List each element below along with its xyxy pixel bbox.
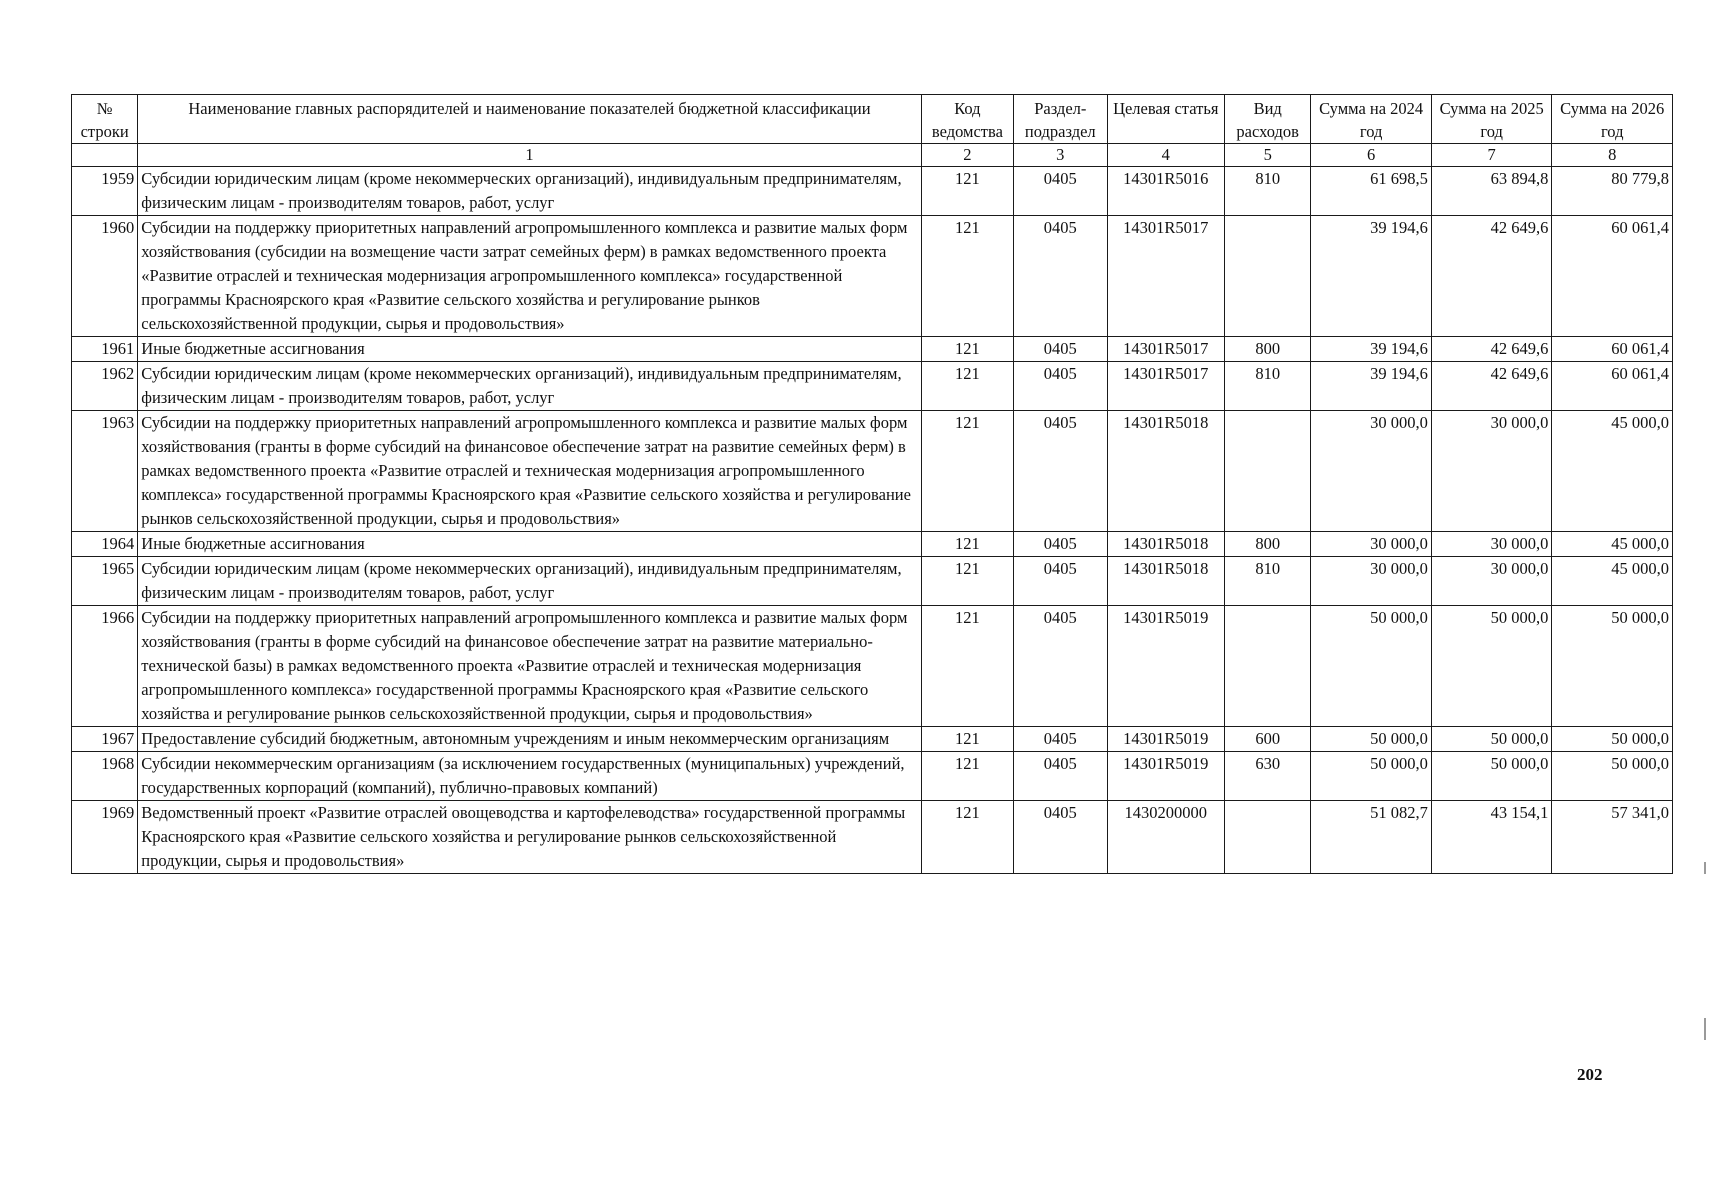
row-number-cell: 1959 <box>72 167 138 216</box>
row-number-cell: 1966 <box>72 606 138 727</box>
dept-code-cell: 121 <box>921 801 1013 874</box>
sum-2025-cell: 30 000,0 <box>1431 411 1552 532</box>
header-sum-2026: Сумма на 2026 год <box>1552 95 1673 144</box>
kind-cell: 800 <box>1225 532 1311 557</box>
sum-2025-cell: 50 000,0 <box>1431 606 1552 727</box>
column-number-row <box>72 144 1673 167</box>
sum-2025-cell: 63 894,8 <box>1431 167 1552 216</box>
kind-cell: 800 <box>1225 337 1311 362</box>
row-number-cell: 1969 <box>72 801 138 874</box>
row-number-cell: 1962 <box>72 362 138 411</box>
kind-cell <box>1225 606 1311 727</box>
sum-2025-cell: 50 000,0 <box>1431 727 1552 752</box>
name-cell: Субсидии юридическим лицам (кроме некоммерческих организаций), индивидуальным предпринимателям, физическим лицам - производителям товаров, работ, услуг <box>138 362 921 411</box>
column-number-cell: 2 <box>921 144 1013 167</box>
kind-cell: 810 <box>1225 362 1311 411</box>
row-number-cell: 1964 <box>72 532 138 557</box>
table-row <box>72 362 1673 411</box>
header-kind: Вид расходов <box>1225 95 1311 144</box>
name-cell: Предоставление субсидий бюджетным, автономным учреждениям и иным некоммерческим организациям <box>138 727 921 752</box>
target-cell: 14301R5016 <box>1107 167 1225 216</box>
dept-code-cell: 121 <box>921 557 1013 606</box>
sum-2024-cell: 50 000,0 <box>1311 606 1432 727</box>
sum-2024-cell: 39 194,6 <box>1311 216 1432 337</box>
sum-2026-cell: 60 061,4 <box>1552 362 1673 411</box>
scan-artifact-mark <box>1704 862 1706 874</box>
sum-2024-cell: 39 194,6 <box>1311 337 1432 362</box>
dept-code-cell: 121 <box>921 362 1013 411</box>
section-cell: 0405 <box>1014 532 1107 557</box>
name-cell: Субсидии юридическим лицам (кроме некоммерческих организаций), индивидуальным предпринимателям, физическим лицам - производителям товаров, работ, услуг <box>138 167 921 216</box>
target-cell: 14301R5019 <box>1107 752 1225 801</box>
section-cell: 0405 <box>1014 557 1107 606</box>
row-number-cell: 1968 <box>72 752 138 801</box>
kind-cell: 810 <box>1225 167 1311 216</box>
table-row <box>72 801 1673 874</box>
header-target: Целевая статья <box>1107 95 1225 144</box>
target-cell: 14301R5017 <box>1107 337 1225 362</box>
sum-2024-cell: 30 000,0 <box>1311 557 1432 606</box>
sum-2026-cell: 57 341,0 <box>1552 801 1673 874</box>
row-number-cell: 1965 <box>72 557 138 606</box>
section-cell: 0405 <box>1014 752 1107 801</box>
name-cell: Иные бюджетные ассигнования <box>138 337 921 362</box>
sum-2026-cell: 45 000,0 <box>1552 532 1673 557</box>
dept-code-cell: 121 <box>921 216 1013 337</box>
name-cell: Иные бюджетные ассигнования <box>138 532 921 557</box>
sum-2026-cell: 60 061,4 <box>1552 216 1673 337</box>
dept-code-cell: 121 <box>921 727 1013 752</box>
sum-2025-cell: 42 649,6 <box>1431 362 1552 411</box>
section-cell: 0405 <box>1014 411 1107 532</box>
kind-cell: 600 <box>1225 727 1311 752</box>
table-row <box>72 752 1673 801</box>
kind-cell <box>1225 411 1311 532</box>
sum-2024-cell: 39 194,6 <box>1311 362 1432 411</box>
sum-2025-cell: 50 000,0 <box>1431 752 1552 801</box>
name-cell: Субсидии некоммерческим организациям (за исключением государственных (муниципальных) учреждений, государственных корпораций (компаний), публично-правовых компаний) <box>138 752 921 801</box>
row-number-cell: 1960 <box>72 216 138 337</box>
page-number: 202 <box>1577 1065 1603 1084</box>
header-dept-code: Код ведомства <box>921 95 1013 144</box>
column-number-cell: 3 <box>1014 144 1107 167</box>
table-row <box>72 532 1673 557</box>
name-cell: Субсидии на поддержку приоритетных направлений агропромышленного комплекса и развитие малых форм хозяйствования (гранты в форме субсидий на финансовое обеспечение затрат на развитие семейных ферм) в рамках ведомственного проекта «Развитие отраслей и техническая модернизация агропромышленного комплекса» государственной программы Красноярского края «Развитие сельского хозяйства и регулирование рынков сельскохозяйственной продукции, сырья и продовольствия» <box>138 411 921 532</box>
dept-code-cell: 121 <box>921 167 1013 216</box>
column-number-cell <box>72 144 138 167</box>
name-cell: Субсидии на поддержку приоритетных направлений агропромышленного комплекса и развитие малых форм хозяйствования (субсидии на возмещение части затрат семейных ферм) в рамках ведомственного проекта «Развитие отраслей и техническая модернизация агропромышленного комплекса» государственной программы Красноярского края «Развитие сельского хозяйства и регулирование рынков сельскохозяйственной продукции, сырья и продовольствия» <box>138 216 921 337</box>
sum-2026-cell: 60 061,4 <box>1552 337 1673 362</box>
sum-2025-cell: 30 000,0 <box>1431 557 1552 606</box>
sum-2025-cell: 43 154,1 <box>1431 801 1552 874</box>
sum-2024-cell: 50 000,0 <box>1311 752 1432 801</box>
sum-2024-cell: 30 000,0 <box>1311 532 1432 557</box>
table-header <box>72 95 1673 144</box>
budget-table <box>71 94 1673 874</box>
target-cell: 14301R5018 <box>1107 557 1225 606</box>
column-number-cell: 7 <box>1431 144 1552 167</box>
section-cell: 0405 <box>1014 337 1107 362</box>
sum-2026-cell: 50 000,0 <box>1552 727 1673 752</box>
row-number-cell: 1963 <box>72 411 138 532</box>
sum-2026-cell: 50 000,0 <box>1552 606 1673 727</box>
section-cell: 0405 <box>1014 801 1107 874</box>
section-cell: 0405 <box>1014 606 1107 727</box>
row-number-cell: 1967 <box>72 727 138 752</box>
target-cell: 14301R5019 <box>1107 606 1225 727</box>
name-cell: Ведомственный проект «Развитие отраслей овощеводства и картофелеводства» государственной программы Красноярского края «Развитие сельского хозяйства и регулирование рынков сельскохозяйственной продукции, сырья и продовольствия» <box>138 801 921 874</box>
row-number-cell: 1961 <box>72 337 138 362</box>
table-row <box>72 167 1673 216</box>
table-row <box>72 557 1673 606</box>
column-number-cell: 5 <box>1225 144 1311 167</box>
target-cell: 14301R5018 <box>1107 411 1225 532</box>
sum-2025-cell: 42 649,6 <box>1431 216 1552 337</box>
sum-2024-cell: 61 698,5 <box>1311 167 1432 216</box>
kind-cell: 630 <box>1225 752 1311 801</box>
sum-2026-cell: 45 000,0 <box>1552 557 1673 606</box>
target-cell: 14301R5017 <box>1107 216 1225 337</box>
dept-code-cell: 121 <box>921 752 1013 801</box>
header-name: Наименование главных распорядителей и наименование показателей бюджетной классификации <box>138 95 921 144</box>
dept-code-cell: 121 <box>921 337 1013 362</box>
table-row <box>72 606 1673 727</box>
target-cell: 1430200000 <box>1107 801 1225 874</box>
sum-2024-cell: 30 000,0 <box>1311 411 1432 532</box>
sum-2026-cell: 45 000,0 <box>1552 411 1673 532</box>
column-number-cell: 4 <box>1107 144 1225 167</box>
table-body <box>72 144 1673 874</box>
kind-cell <box>1225 216 1311 337</box>
dept-code-cell: 121 <box>921 411 1013 532</box>
kind-cell: 810 <box>1225 557 1311 606</box>
column-number-cell: 8 <box>1552 144 1673 167</box>
dept-code-cell: 121 <box>921 606 1013 727</box>
sum-2024-cell: 51 082,7 <box>1311 801 1432 874</box>
header-row-no: № строки <box>72 95 138 144</box>
target-cell: 14301R5017 <box>1107 362 1225 411</box>
kind-cell <box>1225 801 1311 874</box>
column-number-cell: 6 <box>1311 144 1432 167</box>
sum-2026-cell: 50 000,0 <box>1552 752 1673 801</box>
table-row <box>72 216 1673 337</box>
column-number-cell: 1 <box>138 144 921 167</box>
section-cell: 0405 <box>1014 362 1107 411</box>
name-cell: Субсидии юридическим лицам (кроме некоммерческих организаций), индивидуальным предпринимателям, физическим лицам - производителям товаров, работ, услуг <box>138 557 921 606</box>
section-cell: 0405 <box>1014 167 1107 216</box>
table-row <box>72 727 1673 752</box>
header-section: Раздел-подраздел <box>1014 95 1107 144</box>
section-cell: 0405 <box>1014 727 1107 752</box>
section-cell: 0405 <box>1014 216 1107 337</box>
scan-artifact-mark <box>1704 1018 1706 1040</box>
sum-2024-cell: 50 000,0 <box>1311 727 1432 752</box>
sum-2025-cell: 42 649,6 <box>1431 337 1552 362</box>
dept-code-cell: 121 <box>921 532 1013 557</box>
sum-2026-cell: 80 779,8 <box>1552 167 1673 216</box>
header-sum-2025: Сумма на 2025 год <box>1431 95 1552 144</box>
target-cell: 14301R5019 <box>1107 727 1225 752</box>
name-cell: Субсидии на поддержку приоритетных направлений агропромышленного комплекса и развитие малых форм хозяйствования (гранты в форме субсидий на финансовое обеспечение затрат на развитие материально-технической базы) в рамках ведомственного проекта «Развитие отраслей и техническая модернизация агропромышленного комплекса» государственной программы Красноярского края «Развитие сельского хозяйства и регулирование рынков сельскохозяйственной продукции, сырья и продовольствия» <box>138 606 921 727</box>
table-row <box>72 337 1673 362</box>
target-cell: 14301R5018 <box>1107 532 1225 557</box>
table-row <box>72 411 1673 532</box>
sum-2025-cell: 30 000,0 <box>1431 532 1552 557</box>
header-sum-2024: Сумма на 2024 год <box>1311 95 1432 144</box>
